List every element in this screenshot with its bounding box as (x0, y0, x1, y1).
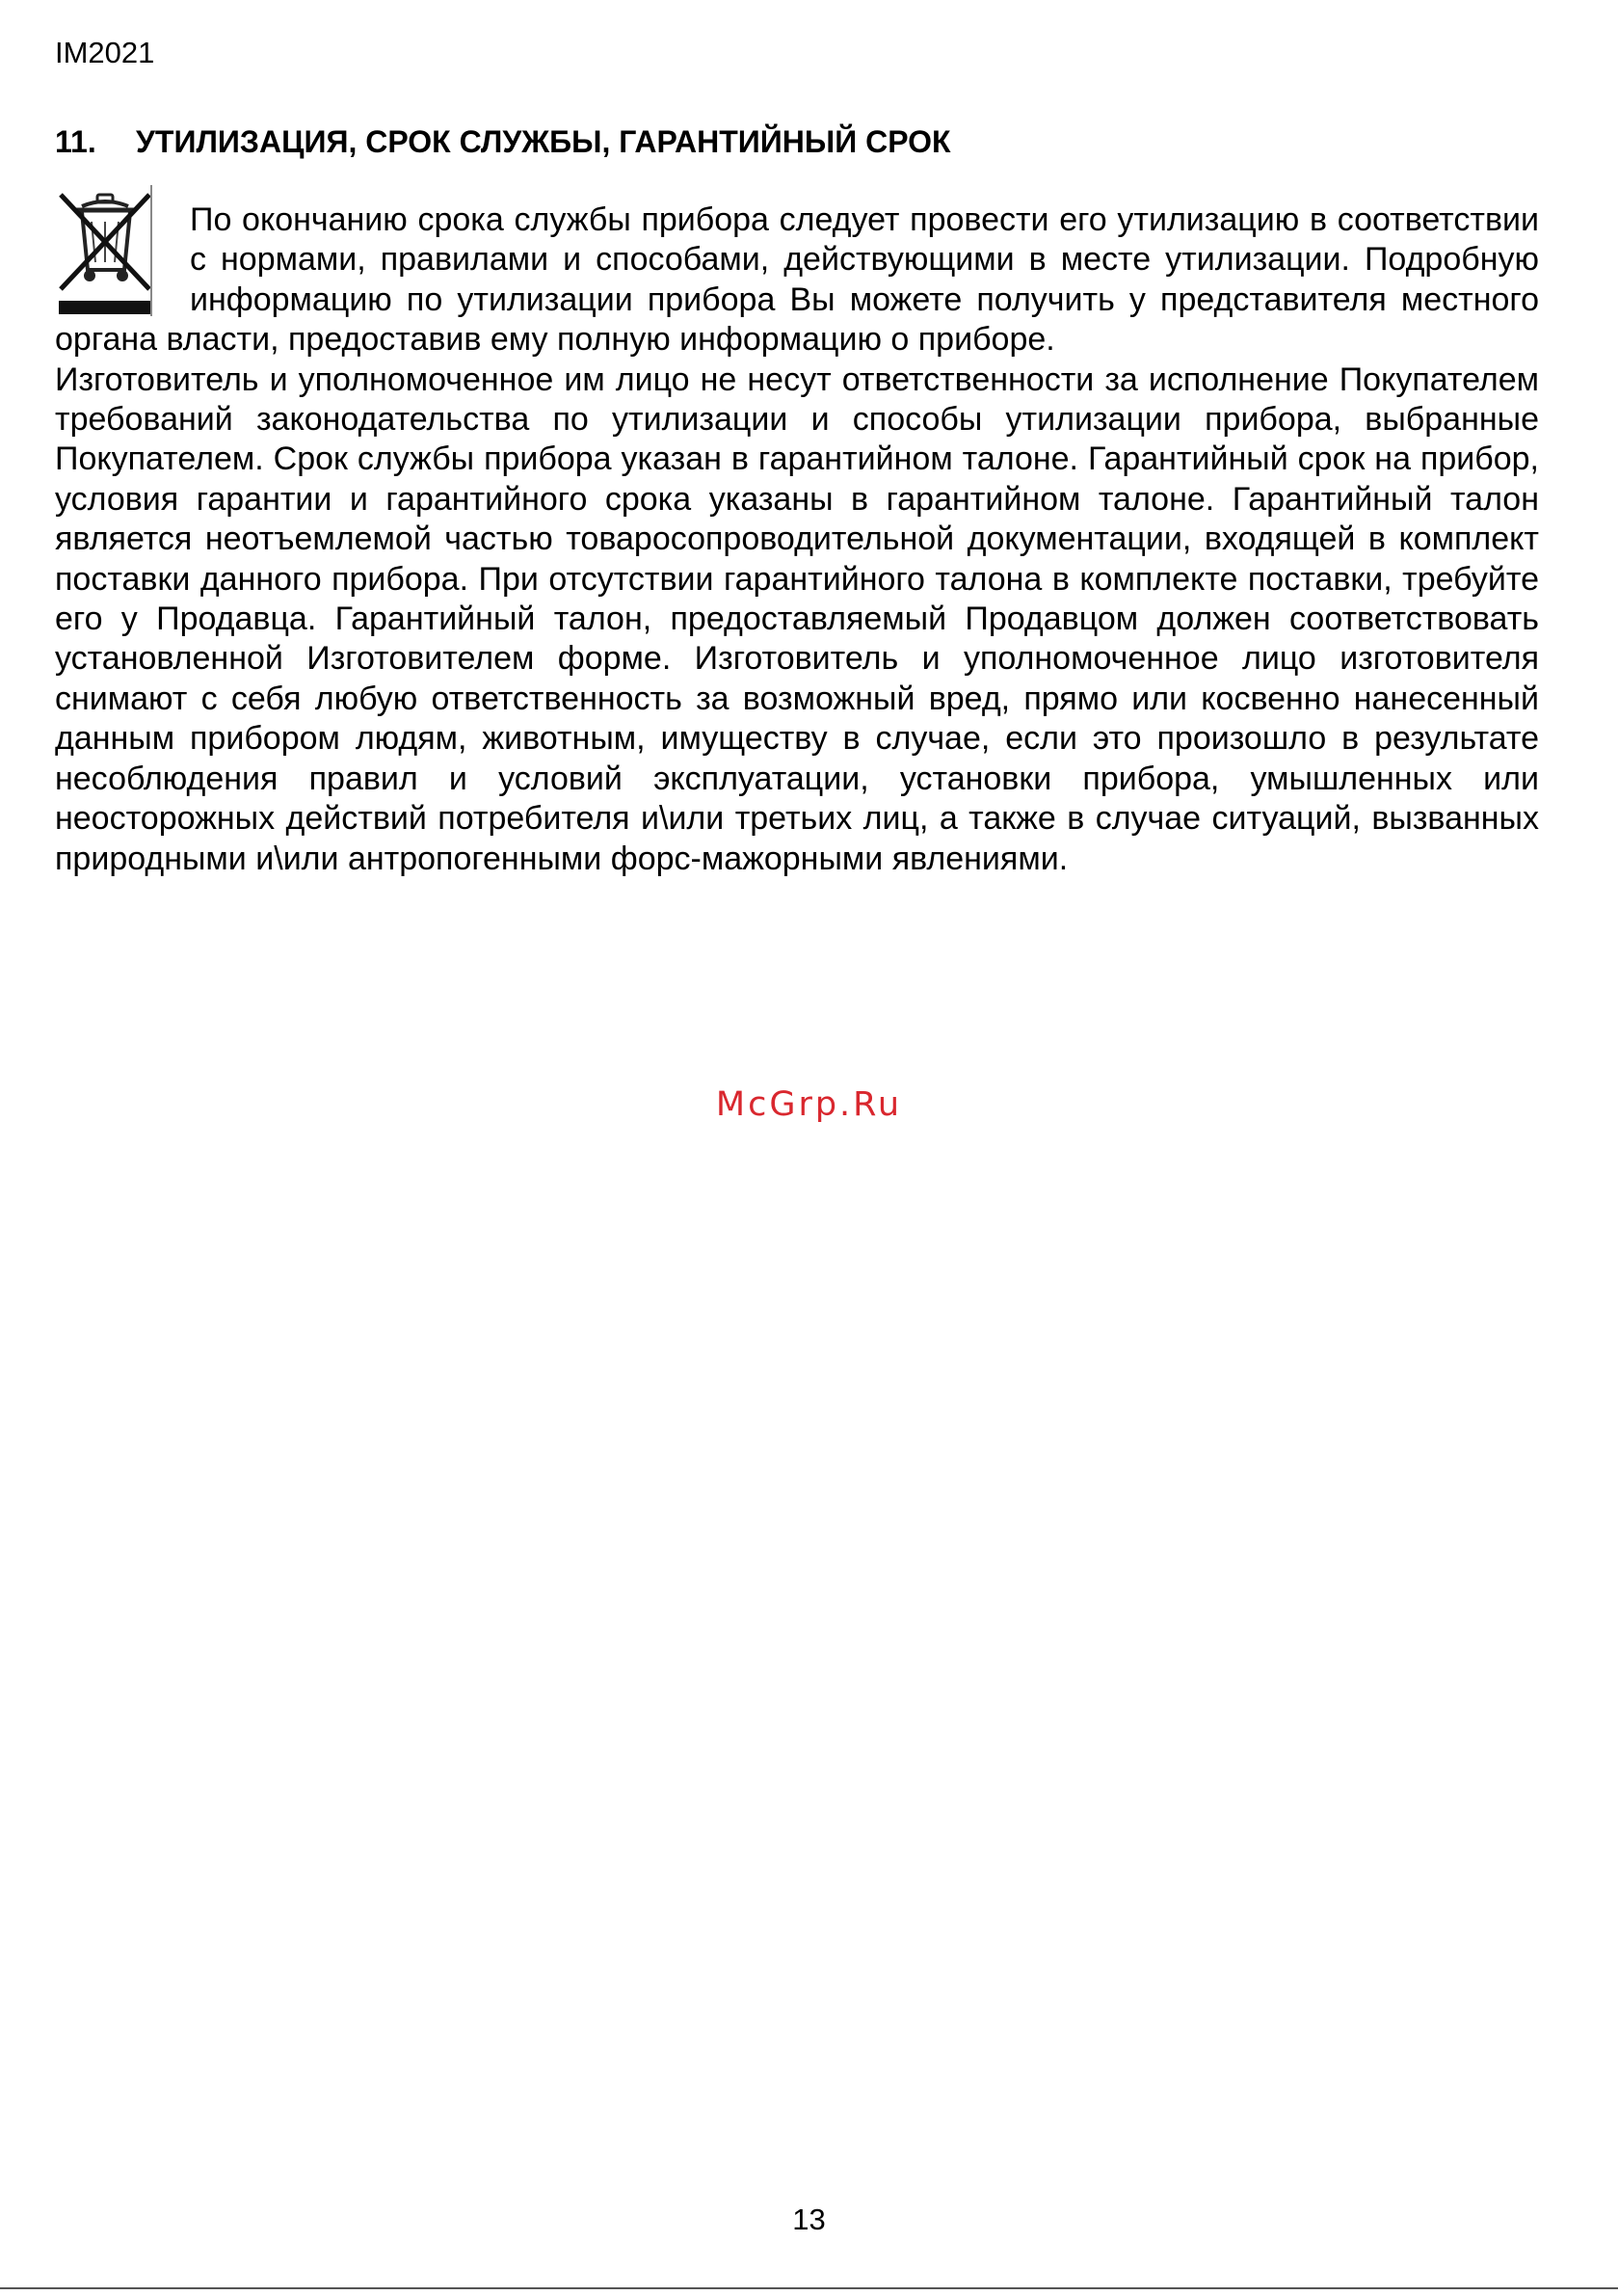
watermark: McGrp.Ru (715, 1085, 903, 1124)
crossed-out-wheeled-bin-icon (55, 181, 190, 299)
page-number: 13 (792, 2203, 826, 2236)
disposal-paragraph: По окончанию срока службы прибора следует провести его утилизацию в соответствии с нормами, правилами и способами, действующими в месте утилизации. Подробную информацию по утилизации прибора Вы можете получить у представителя местного органа власти, предоставив ему полную информацию о приборе. (55, 201, 1539, 359)
section-number: 11. (55, 124, 96, 159)
section-heading (55, 122, 951, 161)
section-body (55, 200, 1539, 879)
model-label: IM2021 (55, 36, 155, 69)
warranty-paragraph: Изготовитель и уполномоченное им лицо не несут ответственности за исполнение Покупателем требований законодательства по утилизации и способы утилизации прибора, выбранные Покупателем. Срок службы прибора указан в гарантийном талоне. Гарантийный срок на прибор, условия гарантии и гарантийного срока указаны в гарантийном талоне. Гарантийный талон является неотъемлемой частью товаросопроводительной документации, входящей в комплект поставки данного прибора. При отсутствии гарантийного талона в комплекте поставки, требуйте его у Продавца. Гарантийный талон, предоставляемый Продавцом должен соответствовать установленной Изготовителем форме. Изготовитель и уполномоченное лицо изготовителя снимают с себя любую ответственность за возможный вред, прямо или косвенно нанесенный данным прибором людям, животным, имуществу в случае, если это произошло в результате несоблюдения правил и условий эксплуатации, установки прибора, умышленных или неосторожных действий потребителя и\или третьих лиц, а также в случае ситуаций, вызванных природными и\или антропогенными форс-мажорными явлениями. (55, 360, 1539, 877)
section-title: УТИЛИЗАЦИЯ, СРОК СЛУЖБЫ, ГАРАНТИЙНЫЙ СРОК (136, 124, 951, 159)
bottom-divider (0, 2287, 1618, 2289)
